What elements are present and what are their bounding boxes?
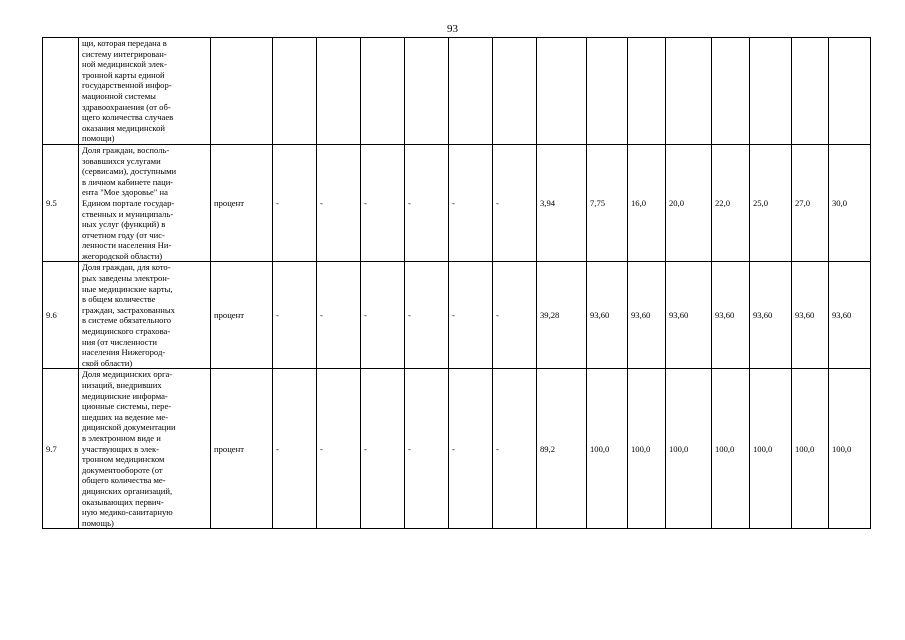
value-cell [449, 38, 493, 145]
value-cell: 89,2 [537, 369, 587, 529]
indicator-name-line: помощи) [82, 133, 115, 144]
indicator-name-line: жегородской области) [82, 250, 163, 261]
value-cell: 16,0 [628, 144, 666, 262]
indicator-name-line: участвующих в элек- [82, 443, 160, 454]
indicator-name-line: Доля граждан, восполь- [82, 144, 170, 155]
indicator-name-line: общего количества ме- [82, 475, 166, 486]
indicator-name [79, 369, 211, 529]
value-cell: 93,60 [750, 262, 792, 369]
indicator-name-line: медицинские информа- [82, 390, 168, 401]
indicator-name-line: оказания медицинской [82, 122, 166, 133]
value-cell: 39,28 [537, 262, 587, 369]
unit-cell: процент [211, 369, 273, 529]
value-cell: 100,0 [587, 369, 628, 529]
value-cell: - [273, 262, 317, 369]
indicator-table [42, 37, 871, 529]
indicator-name-line: тронном медицинском [82, 454, 165, 465]
value-cell: 100,0 [628, 369, 666, 529]
indicator-name-line: мационной системы [82, 90, 156, 101]
indicator-name-line: (сервисами), доступными [82, 166, 177, 177]
value-cell: 22,0 [712, 144, 750, 262]
indicator-name-line: ента "Мое здоровье" на [82, 187, 168, 198]
value-cell: - [361, 144, 405, 262]
value-cell [829, 38, 871, 145]
table-row [43, 262, 871, 369]
value-cell [750, 38, 792, 145]
value-cell: - [449, 262, 493, 369]
value-cell: 100,0 [792, 369, 829, 529]
indicator-name [79, 262, 211, 369]
indicator-name-line: щи, которая передана в [82, 38, 167, 48]
indicator-name-line: населения Нижегород- [82, 347, 166, 358]
value-cell: - [405, 144, 449, 262]
value-cell [405, 38, 449, 145]
row-number: 9.7 [43, 369, 79, 529]
row-number [43, 38, 79, 145]
value-cell: - [493, 262, 537, 369]
indicator-name-line: дицинской документации [82, 422, 176, 433]
unit-cell: процент [211, 262, 273, 369]
value-cell: 93,60 [712, 262, 750, 369]
indicator-name-line: щего количества случаев [82, 112, 174, 123]
indicator-name-line: в личном кабинете паци- [82, 176, 174, 187]
value-cell: 93,60 [829, 262, 871, 369]
value-cell [493, 38, 537, 145]
value-cell: 7,75 [587, 144, 628, 262]
value-cell: 93,60 [628, 262, 666, 369]
value-cell: 93,60 [666, 262, 712, 369]
indicator-name [79, 144, 211, 262]
indicator-name-line: отчетном году (от чис- [82, 229, 165, 240]
indicator-name-line: Доля граждан, для кото- [82, 262, 171, 273]
value-cell: - [317, 144, 361, 262]
value-cell: 100,0 [666, 369, 712, 529]
table-row [43, 38, 871, 145]
indicator-name-line: документообороте (от [82, 464, 163, 475]
value-cell: - [361, 262, 405, 369]
indicator-name [79, 38, 211, 145]
indicator-name-line: низаций, внедривших [82, 380, 162, 390]
table-row [43, 369, 871, 529]
indicator-name-line: дицинских организаций, [82, 485, 173, 496]
value-cell [666, 38, 712, 145]
value-cell: - [273, 369, 317, 529]
value-cell [537, 38, 587, 145]
value-cell: - [449, 144, 493, 262]
table-row [43, 144, 871, 262]
value-cell: - [317, 262, 361, 369]
indicator-name-line: шедших на ведение ме- [82, 411, 169, 422]
indicator-name-line: медицинского страхова- [82, 326, 171, 337]
value-cell: 100,0 [829, 369, 871, 529]
value-cell: - [405, 262, 449, 369]
value-cell [792, 38, 829, 145]
indicator-name-line: рых заведены электрон- [82, 273, 170, 284]
indicator-name-line: ционные системы, пере- [82, 401, 172, 412]
indicator-name-line: оказывающих первич- [82, 496, 164, 507]
value-cell: 100,0 [712, 369, 750, 529]
value-cell: - [317, 369, 361, 529]
value-cell: - [493, 369, 537, 529]
value-cell [587, 38, 628, 145]
value-cell: 3,94 [537, 144, 587, 262]
value-cell: - [449, 369, 493, 529]
value-cell: 93,60 [587, 262, 628, 369]
value-cell [712, 38, 750, 145]
value-cell: 30,0 [829, 144, 871, 262]
value-cell: 100,0 [750, 369, 792, 529]
indicator-name-line: граждан, застрахованных [82, 304, 175, 315]
value-cell [628, 38, 666, 145]
value-cell: 20,0 [666, 144, 712, 262]
value-cell: 27,0 [792, 144, 829, 262]
indicator-name-line: ной медицинской элек- [82, 59, 167, 70]
row-number: 9.6 [43, 262, 79, 369]
value-cell: - [273, 144, 317, 262]
indicator-name-line: зовавшихся услугами [82, 155, 161, 166]
indicator-name-line: ные медицинские карты, [82, 283, 173, 294]
value-cell: - [361, 369, 405, 529]
value-cell: 93,60 [792, 262, 829, 369]
indicator-name-line: Доля медицинских орга- [82, 369, 173, 380]
indicator-name-line: тронной карты единой [82, 69, 165, 80]
value-cell: 25,0 [750, 144, 792, 262]
value-cell [361, 38, 405, 145]
indicator-name-line: Едином портале государ- [82, 197, 175, 208]
indicator-name-line: ную медико-санитарную [82, 507, 173, 518]
indicator-name-line: ской области) [82, 357, 133, 368]
indicator-name-line: помощь) [82, 517, 114, 528]
row-number: 9.5 [43, 144, 79, 262]
indicator-name-line: государственной инфор- [82, 80, 172, 91]
unit-cell [211, 38, 273, 145]
unit-cell: процент [211, 144, 273, 262]
indicator-name-line: здравоохранения (от об- [82, 101, 171, 112]
page-number: 93 [447, 23, 458, 35]
value-cell: - [405, 369, 449, 529]
value-cell [273, 38, 317, 145]
value-cell: - [493, 144, 537, 262]
indicator-name-line: в системе обязательного [82, 315, 172, 326]
indicator-name-line: ния (от численности [82, 336, 157, 347]
indicator-name-line: ленности населения Ни- [82, 240, 172, 251]
value-cell [317, 38, 361, 145]
indicator-name-line: ственных и муниципаль- [82, 208, 174, 219]
indicator-name-line: в электронном виде и [82, 432, 161, 443]
indicator-name-line: в общем количестве [82, 294, 156, 305]
indicator-name-line: ных услуг (функций) в [82, 219, 166, 230]
indicator-name-line: систему интегрирован- [82, 48, 167, 59]
